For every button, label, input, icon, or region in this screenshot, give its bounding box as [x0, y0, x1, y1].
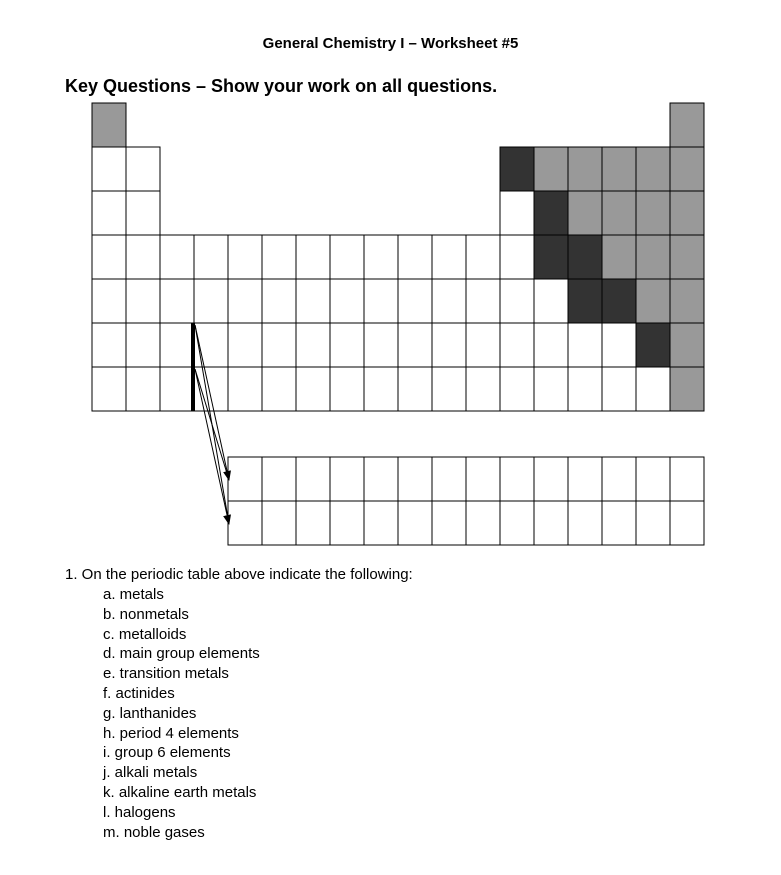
element-cell-p5-g12 [466, 279, 500, 323]
question-1-items [103, 585, 260, 842]
element-cell-p4-g8 [330, 235, 364, 279]
element-cell-p7-g10 [398, 367, 432, 411]
element-cell-p7-g11 [432, 367, 466, 411]
element-cell-p6-g6 [262, 323, 296, 367]
element-cell-p6-g14 [534, 323, 568, 367]
element-cell-p2-g15 [568, 147, 602, 191]
f-block-cell-r1-c5 [364, 457, 398, 501]
question-item-halogens: l. halogens [103, 803, 176, 821]
element-cell-p1-g18 [670, 103, 704, 147]
question-1-prompt: 1. On the periodic table above indicate the following: [65, 566, 413, 583]
f-block-cell-r1-c4 [330, 457, 364, 501]
element-cell-p5-g5 [228, 279, 262, 323]
element-cell-p2-g14 [534, 147, 568, 191]
element-cell-p3-g17 [636, 191, 670, 235]
question-item-lanthanides: g. lanthanides [103, 704, 197, 722]
element-cell-p5-g4 [194, 279, 228, 323]
element-cell-p3-g2 [126, 191, 160, 235]
element-cell-p5-g17 [636, 279, 670, 323]
element-cell-p4-g10 [398, 235, 432, 279]
f-block-cell-r1-c8 [466, 457, 500, 501]
worksheet-title: General Chemistry I – Worksheet #5 [262, 35, 519, 52]
question-item-transition-metals: e. transition metals [103, 665, 229, 683]
key-questions-heading: Key Questions – Show your work on all questions. [65, 76, 498, 96]
f-block-cell-r2-c13 [636, 501, 670, 545]
f-block-cell-r1-c12 [602, 457, 636, 501]
f-block-cell-r2-c12 [602, 501, 636, 545]
f-block-cell-r2-c8 [466, 501, 500, 545]
question-item-group-6: i. group 6 elements [103, 744, 231, 762]
element-cell-p5-g6 [262, 279, 296, 323]
element-cell-p1-g1 [92, 103, 126, 147]
element-cell-p6-g11 [432, 323, 466, 367]
element-cell-p6-g5 [228, 323, 262, 367]
element-cell-p3-g13 [500, 191, 534, 235]
element-cell-p6-g15 [568, 323, 602, 367]
element-cell-p5-g13 [500, 279, 534, 323]
element-cell-p7-g8 [330, 367, 364, 411]
f-block-insertion-marker [191, 323, 195, 411]
question-item-period-4: h. period 4 elements [103, 724, 239, 742]
question-item-metalloids: c. metalloids [103, 625, 187, 643]
element-cell-p4-g14 [534, 235, 568, 279]
f-block-cell-r2-c14 [670, 501, 704, 545]
element-cell-p2-g17 [636, 147, 670, 191]
element-cell-p7-g16 [602, 367, 636, 411]
element-cell-p4-g16 [602, 235, 636, 279]
element-cell-p3-g18 [670, 191, 704, 235]
element-cell-p6-g8 [330, 323, 364, 367]
f-block-cell-r1-c10 [534, 457, 568, 501]
element-cell-p6-g9 [364, 323, 398, 367]
question-item-nonmetals: b. nonmetals [103, 605, 189, 623]
element-cell-p7-g5 [228, 367, 262, 411]
f-block-cell-r2-c10 [534, 501, 568, 545]
element-cell-p7-g7 [296, 367, 330, 411]
element-cell-p2-g1 [92, 147, 126, 191]
element-cell-p5-g1 [92, 279, 126, 323]
f-block-cell-r1-c9 [500, 457, 534, 501]
element-cell-p6-g1 [92, 323, 126, 367]
element-cell-p2-g18 [670, 147, 704, 191]
element-cell-p7-g15 [568, 367, 602, 411]
element-cell-p7-g1 [92, 367, 126, 411]
element-cell-p4-g15 [568, 235, 602, 279]
element-cell-p5-g3 [160, 279, 194, 323]
f-block-cell-r2-c4 [330, 501, 364, 545]
element-cell-p6-g12 [466, 323, 500, 367]
element-cell-p4-g12 [466, 235, 500, 279]
element-cell-p5-g2 [126, 279, 160, 323]
f-block-cell-r2-c5 [364, 501, 398, 545]
element-cell-p2-g13 [500, 147, 534, 191]
f-block-cell-r1-c3 [296, 457, 330, 501]
element-cell-p7-g13 [500, 367, 534, 411]
element-cell-p4-g18 [670, 235, 704, 279]
element-cell-p3-g1 [92, 191, 126, 235]
element-cell-p4-g11 [432, 235, 466, 279]
element-cell-p4-g6 [262, 235, 296, 279]
f-block-cell-r2-c3 [296, 501, 330, 545]
f-block-cell-r1-c1 [228, 457, 262, 501]
element-cell-p5-g10 [398, 279, 432, 323]
question-item-main-group: d. main group elements [103, 645, 260, 663]
element-cell-p5-g11 [432, 279, 466, 323]
element-cell-p7-g14 [534, 367, 568, 411]
question-item-alkaline-earth: k. alkaline earth metals [103, 783, 257, 801]
f-block-cell-r2-c1 [228, 501, 262, 545]
element-cell-p3-g15 [568, 191, 602, 235]
f-block-cell-r2-c6 [398, 501, 432, 545]
element-cell-p3-g14 [534, 191, 568, 235]
element-cell-p2-g2 [126, 147, 160, 191]
periodic-table-main-grid [92, 103, 704, 411]
f-block-cell-r1-c13 [636, 457, 670, 501]
element-cell-p5-g9 [364, 279, 398, 323]
element-cell-p4-g1 [92, 235, 126, 279]
element-cell-p4-g5 [228, 235, 262, 279]
element-cell-p4-g9 [364, 235, 398, 279]
element-cell-p6-g7 [296, 323, 330, 367]
element-cell-p7-g3 [160, 367, 194, 411]
periodic-table-f-block [228, 457, 704, 545]
f-block-cell-r2-c2 [262, 501, 296, 545]
f-block-cell-r1-c2 [262, 457, 296, 501]
element-cell-p4-g3 [160, 235, 194, 279]
element-cell-p6-g2 [126, 323, 160, 367]
element-cell-p5-g16 [602, 279, 636, 323]
element-cell-p7-g2 [126, 367, 160, 411]
element-cell-p4-g7 [296, 235, 330, 279]
element-cell-p6-g16 [602, 323, 636, 367]
f-block-cell-r1-c7 [432, 457, 466, 501]
element-cell-p5-g18 [670, 279, 704, 323]
f-block-cell-r1-c11 [568, 457, 602, 501]
element-cell-p6-g3 [160, 323, 194, 367]
element-cell-p7-g9 [364, 367, 398, 411]
element-cell-p4-g17 [636, 235, 670, 279]
element-cell-p5-g8 [330, 279, 364, 323]
f-block-cell-r2-c11 [568, 501, 602, 545]
element-cell-p7-g17 [636, 367, 670, 411]
element-cell-p7-g18 [670, 367, 704, 411]
element-cell-p5-g14 [534, 279, 568, 323]
f-block-cell-r2-c9 [500, 501, 534, 545]
element-cell-p5-g7 [296, 279, 330, 323]
element-cell-p7-g12 [466, 367, 500, 411]
element-cell-p7-g6 [262, 367, 296, 411]
element-cell-p4-g4 [194, 235, 228, 279]
f-block-cell-r1-c6 [398, 457, 432, 501]
element-cell-p6-g13 [500, 323, 534, 367]
element-cell-p6-g18 [670, 323, 704, 367]
f-block-cell-r1-c14 [670, 457, 704, 501]
element-cell-p5-g15 [568, 279, 602, 323]
element-cell-p4-g13 [500, 235, 534, 279]
element-cell-p3-g16 [602, 191, 636, 235]
question-item-metals: a. metals [103, 586, 164, 603]
question-item-actinides: f. actinides [103, 684, 175, 702]
element-cell-p4-g2 [126, 235, 160, 279]
element-cell-p6-g10 [398, 323, 432, 367]
question-item-noble-gases: m. noble gases [103, 823, 205, 841]
element-cell-p2-g16 [602, 147, 636, 191]
element-cell-p6-g17 [636, 323, 670, 367]
f-block-cell-r2-c7 [432, 501, 466, 545]
question-item-alkali-metals: j. alkali metals [103, 764, 198, 782]
